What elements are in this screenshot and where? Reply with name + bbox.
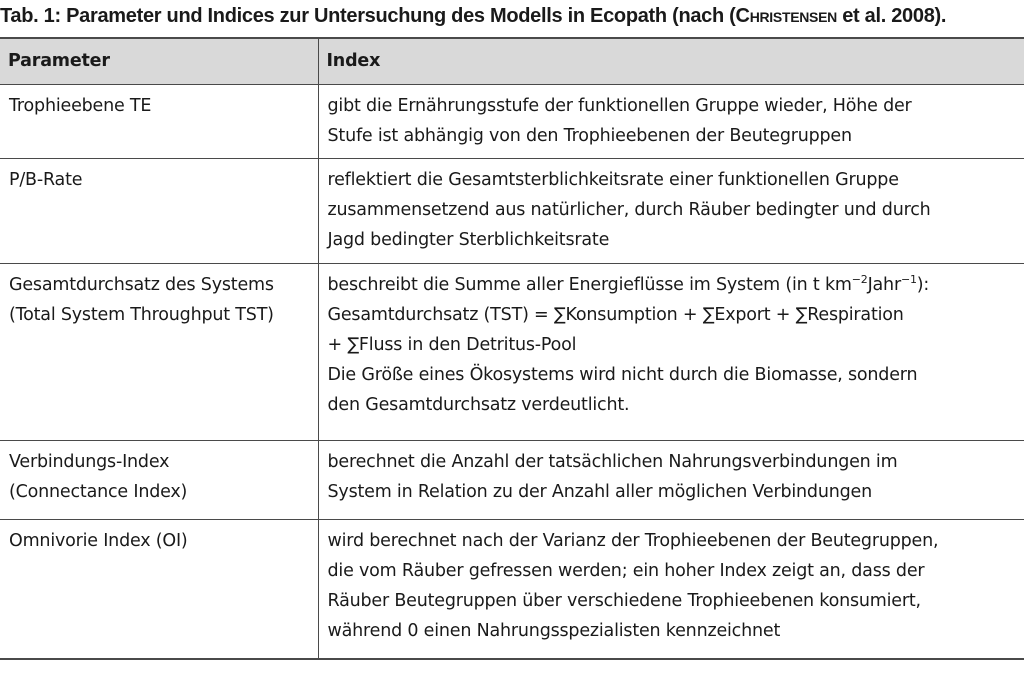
index-cell [318,519,1024,659]
table-caption [0,2,1024,30]
header-parameter: Parameter [0,38,318,84]
index-cell [318,158,1024,263]
index-cell [318,84,1024,158]
unit-text: Jahr [867,274,901,295]
parameter-line: (Total System Throughput TST) [9,304,274,325]
table-row [0,440,1024,519]
index-line: berechnet die Anzahl der tatsächlichen Nahrungsverbindungen im [327,451,898,472]
table-row [0,158,1024,263]
index-cell [318,263,1024,440]
caption-prefix: Tab. 1: Parameter und Indices zur Untersuchung des Modells in Ecopath (nach ( [0,5,736,27]
caption-suffix: et al. 2008). [836,5,947,27]
parameter-line: Gesamtdurchsatz des Systems [9,274,274,295]
index-line: die vom Räuber gefressen werden; ein hoher Index zeigt an, dass der [327,560,925,581]
index-line: den Gesamtdurchsatz verdeutlicht. [327,394,630,415]
index-line: System in Relation zu der Anzahl aller möglichen Verbindungen [327,481,872,502]
table-row [0,519,1024,659]
index-line: Stufe ist abhängig von den Trophieebenen der Beutegruppen [327,125,852,146]
index-line: zusammensetzend aus natürlicher, durch Räuber bedingter und durch [327,199,931,220]
caption-author: Christensen [735,5,837,27]
parameter-line: Trophieebene TE [9,95,152,116]
parameter-line: Verbindungs-Index [9,451,170,472]
parameter-cell [0,263,318,440]
table-row [0,263,1024,440]
index-line: gibt die Ernährungsstufe der funktionellen Gruppe wieder, Höhe der [327,95,912,116]
index-line-with-unit [328,270,1017,300]
parameter-line: (Connectance Index) [9,481,188,502]
parameter-index-table [0,37,1024,660]
table-header-row [0,38,1024,84]
index-cell [318,440,1024,519]
index-line: während 0 einen Nahrungsspezialisten kennzeichnet [327,620,781,641]
parameter-line: Omnivorie Index (OI) [9,530,188,551]
index-intro-text: beschreibt die Summe aller Energieflüsse im System (in t km [327,274,852,295]
table-row [0,84,1024,158]
unit-end: ): [916,274,930,295]
index-line: wird berechnet nach der Varianz der Trophieebenen der Beutegruppen, [327,530,939,551]
unit-exponent: −2 [851,272,868,286]
index-line: Die Größe eines Ökosystems wird nicht durch die Biomasse, sondern [327,364,918,385]
parameter-cell [0,84,318,158]
parameter-line: P/B-Rate [9,169,83,190]
header-index: Index [318,38,1024,84]
parameter-cell [0,158,318,263]
index-line: Jagd bedingter Sterblichkeitsrate [327,229,610,250]
index-line: reflektiert die Gesamtsterblichkeitsrate einer funktionellen Gruppe [327,169,899,190]
parameter-cell [0,440,318,519]
parameter-cell [0,519,318,659]
index-line: + ∑Fluss in den Detritus-Pool [327,334,577,355]
index-line: Räuber Beutegruppen über verschiedene Trophieebenen konsumiert, [327,590,921,611]
unit-exponent: −1 [900,272,917,286]
index-line: Gesamtdurchsatz (TST) = ∑Konsumption + ∑Export + ∑Respiration [327,304,904,325]
